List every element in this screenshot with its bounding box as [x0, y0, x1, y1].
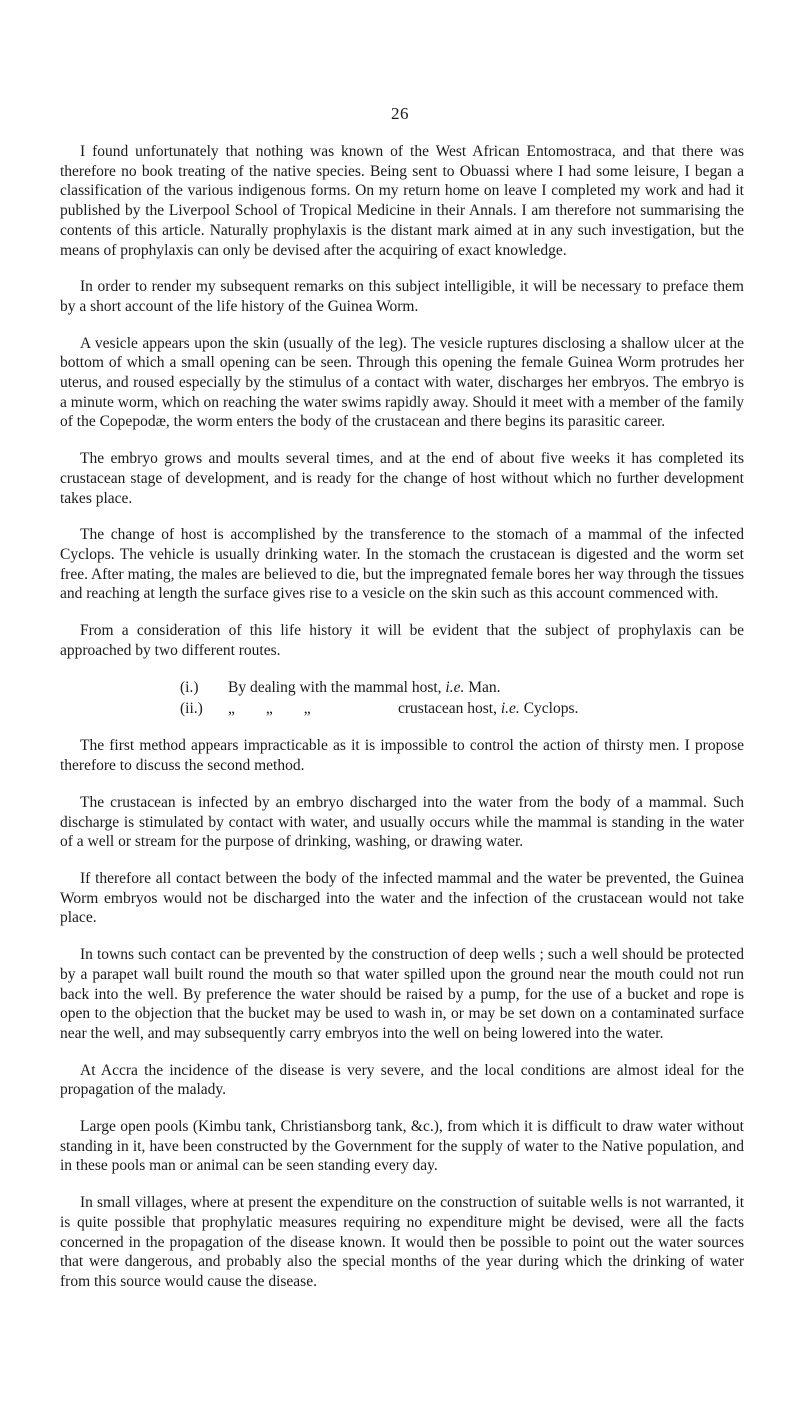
list-text — [228, 677, 501, 698]
paragraph: In towns such contact can be prevented by the construction of deep wells ; such a well should be protected by a parapet wall built round the mouth so that water spilled upon the ground near the mouth could not run back into the well. By preference the water should be raised by a pump, for the use of a bucket and rope is open to the objection that the bucket may be used to wash in, or may be set down on a contaminated surface near the well, and may subsequently carry embryos into the well on being lowered into the water. — [60, 946, 744, 1042]
list-item — [180, 698, 744, 719]
paragraph: The first method appears impracticable as it is impossible to control the action of thirsty men. I propose therefore to discuss the second method. — [60, 737, 744, 775]
list-text-suffix: Cyclops. — [519, 700, 579, 718]
paragraph: Large open pools (Kimbu tank, Christiansborg tank, &c.), from which it is difficult to draw water without standing in it, have been constructed by the Government for the supply of water to the Native population, and in these pools man or animal can be seen standing every day. — [60, 1118, 744, 1175]
routes-list — [60, 677, 744, 719]
paragraph: In order to render my subsequent remarks on this subject intelligible, it will be necessary to preface them by a short account of the life history of the Guinea Worm. — [60, 278, 744, 315]
paragraph: In small villages, where at present the expenditure on the construction of suitable wells is not warranted, it is quite possible that prophylatic measures requiring no expenditure might be devised, were all the facts concerned in the propagation of the disease known. It would then be possible to point out the water sources that were dangerous, and probably also the special months of the year during which the drinking of water from this source would cause the disease. — [60, 1194, 744, 1290]
list-text-prefix: By dealing with the mammal host, — [228, 679, 446, 697]
list-number: (ii.) — [180, 700, 203, 718]
paragraph: I found unfortunately that nothing was known of the West African Entomostraca, and that there was therefore no book treating of the native species. Being sent to Obuassi where I had some leisure, I began a classification of the various indigenous forms. On my return home on leave I completed my work and had it published by the Liverpool School of Tropical Medicine in their Annals. I am therefore not summarising the contents of this article. Naturally prophylaxis is the distant mark aimed at in any such investigation, but the means of prophylaxis can only be devised after the acquiring of exact knowledge. — [60, 143, 744, 259]
paragraph: The change of host is accomplished by the transference to the stomach of a mammal of the infected Cyclops. The vehicle is usually drinking water. In the stomach the crustacean is digested and the worm set free. After mating, the males are believed to die, but the impregnated female bores her way through the tissues and reaching at length the surface gives rise to a vesicle on the skin such as this account commenced with. — [60, 526, 744, 603]
paragraph: From a consideration of this life history it will be evident that the subject of prophylaxis can be approached by two different routes. — [60, 622, 744, 659]
paragraph: If therefore all contact between the body of the infected mammal and the water be prevented, the Guinea Worm embryos would not be discharged into the water and the infection of the crustacean would not take place. — [60, 869, 744, 927]
paragraph: The embryo grows and moults several times, and at the end of about five weeks it has completed its crustacean stage of development, and is ready for the change of host without which no further development takes place. — [60, 450, 744, 507]
list-text — [228, 698, 578, 719]
list-text-prefix: crustacean host, — [398, 700, 501, 718]
paragraph: At Accra the incidence of the disease is very severe, and the local conditions are almost ideal for the propagation of the malady. — [60, 1061, 744, 1099]
list-item — [180, 677, 744, 698]
ditto-marks: „ „ „ — [228, 700, 311, 718]
paragraph: A vesicle appears upon the skin (usually of the leg). The vesicle ruptures disclosing a shallow ulcer at the bottom of which a small opening can be seen. Through this opening the female Guinea Worm protrudes her uterus, and roused especially by the stimulus of a contact with water, discharges her embryos. The embryo is a minute worm, which on reaching the water swims rapidly away. Should it meet with a member of the family of the Copepodæ, the worm enters the body of the crustacean and there begins its parasitic career. — [60, 334, 744, 431]
list-text-suffix: Man. — [464, 679, 501, 697]
list-text-ie: i.e. — [500, 700, 520, 718]
document-body — [60, 142, 744, 1309]
list-text-ie: i.e. — [445, 679, 465, 697]
page-number: 26 — [391, 104, 409, 123]
paragraph: The crustacean is infected by an embryo discharged into the water from the body of a mammal. Such discharge is stimulated by contact with water, and usually occurs while the mammal is standing in the water of a well or stream for the purpose of drinking, washing, or drawing water. — [60, 793, 744, 851]
list-number: (i.) — [180, 679, 199, 697]
